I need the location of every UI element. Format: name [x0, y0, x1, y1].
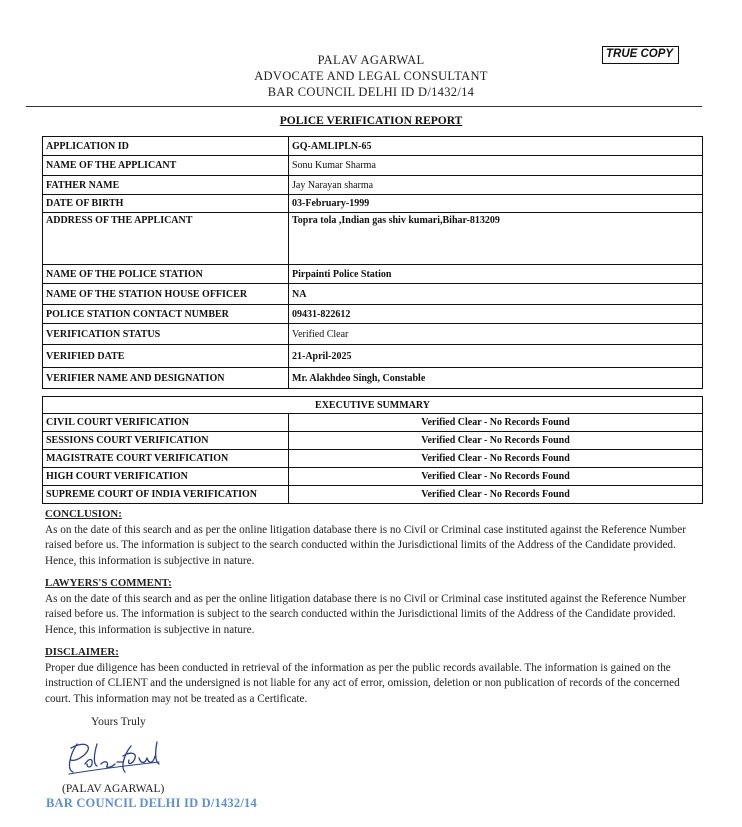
row-label: DATE OF BIRTH: [43, 195, 289, 213]
court-result: Verified Clear - No Records Found: [289, 432, 703, 450]
court-label: CIVIL COURT VERIFICATION: [43, 414, 289, 432]
table-row: [43, 486, 703, 504]
lawyers-comment-section: [45, 576, 697, 638]
court-result: Verified Clear - No Records Found: [289, 468, 703, 486]
conclusion-text: As on the date of this search and as per the online litigation database there is no Civil or Criminal case instituted against the Reference Number raised before us. The information is subject to the search conducted within the Jurisdictional limits of the Address of the Candidate provided. Hence, this information is subjective in nature.: [45, 523, 686, 567]
row-value: Sonu Kumar Sharma: [289, 156, 703, 176]
table-row: [43, 213, 703, 265]
court-result: Verified Clear - No Records Found: [289, 486, 703, 504]
table-row: [43, 195, 703, 213]
row-value: Verified Clear: [289, 324, 703, 345]
row-value: Mr. Alakhdeo Singh, Constable: [289, 368, 703, 389]
table-row: [43, 368, 703, 389]
applicant-info-table: [42, 136, 703, 389]
signatory-bar-id: BAR COUNCIL DELHI ID D/1432/14: [46, 796, 257, 810]
report-title: POLICE VERIFICATION REPORT: [279, 115, 463, 127]
lawyers-comment-text: As on the date of this search and as per the online litigation database there is no Civil or Criminal case instituted against the Reference Number raised before us. The information is subject to the search conducted within the Jurisdictional limits of the Address of the Candidate provided. Hence, this information is subjective in nature.: [45, 592, 686, 636]
disclaimer-section: [45, 645, 697, 707]
table-row: [43, 450, 703, 468]
court-result: Verified Clear - No Records Found: [289, 450, 703, 468]
advocate-bar-id: BAR COUNCIL DELHI ID D/1432/14: [267, 85, 475, 99]
table-row: [43, 176, 703, 195]
table-row: [43, 324, 703, 345]
row-value: Topra tola ,Indian gas shiv kumari,Bihar-813209: [289, 213, 703, 265]
row-label: VERIFIER NAME AND DESIGNATION: [43, 368, 289, 389]
row-value: 09431-822612: [289, 305, 703, 324]
advocate-name: PALAV AGARWAL: [317, 53, 425, 67]
table-row: [43, 265, 703, 284]
summary-heading-row: [43, 397, 703, 414]
true-copy-stamp: TRUE COPY: [602, 46, 679, 64]
table-row: [43, 284, 703, 305]
table-row: [43, 468, 703, 486]
table-row: [43, 305, 703, 324]
handwritten-signature-icon: [63, 736, 163, 778]
row-value: Pirpainti Police Station: [289, 265, 703, 284]
row-label: NAME OF THE APPLICANT: [43, 156, 289, 176]
table-row: [43, 432, 703, 450]
table-row: [43, 156, 703, 176]
row-value: GQ-AMLIPLN-65: [289, 137, 703, 156]
row-label: POLICE STATION CONTACT NUMBER: [43, 305, 289, 324]
row-label: FATHER NAME: [43, 176, 289, 195]
conclusion-title: CONCLUSION:: [45, 508, 122, 520]
summary-heading: EXECUTIVE SUMMARY: [43, 397, 703, 414]
row-label: APPLICATION ID: [43, 137, 289, 156]
row-label: ADDRESS OF THE APPLICANT: [43, 213, 289, 265]
disclaimer-title: DISCLAIMER:: [45, 646, 119, 658]
table-row: [43, 137, 703, 156]
court-result: Verified Clear - No Records Found: [289, 414, 703, 432]
header-divider: [26, 106, 702, 107]
row-value: NA: [289, 284, 703, 305]
court-label: SESSIONS COURT VERIFICATION: [43, 432, 289, 450]
table-row: [43, 414, 703, 432]
executive-summary-table: [42, 396, 703, 504]
row-label: NAME OF THE POLICE STATION: [43, 265, 289, 284]
row-label: NAME OF THE STATION HOUSE OFFICER: [43, 284, 289, 305]
court-label: SUPREME COURT OF INDIA VERIFICATION: [43, 486, 289, 504]
conclusion-section: [45, 507, 697, 569]
advocate-designation: ADVOCATE AND LEGAL CONSULTANT: [254, 69, 488, 83]
row-value: 03-February-1999: [289, 195, 703, 213]
court-label: MAGISTRATE COURT VERIFICATION: [43, 450, 289, 468]
signatory-name: (PALAV AGARWAL): [62, 783, 165, 795]
closing-salutation: Yours Truly: [91, 716, 146, 728]
disclaimer-text: Proper due diligence has been conducted in retrieval of the information as per the public records available. The information is gained on the instruction of CLIENT and the undersigned is not liable for any act of error, omission, deletion or non publication of records of the concerned court. This information may not be treated as a Certificate.: [45, 661, 680, 705]
table-row: [43, 345, 703, 368]
row-label: VERIFIED DATE: [43, 345, 289, 368]
row-label: VERIFICATION STATUS: [43, 324, 289, 345]
row-value: 21-April-2025: [289, 345, 703, 368]
court-label: HIGH COURT VERIFICATION: [43, 468, 289, 486]
lawyers-comment-title: LAWYERS'S COMMENT:: [45, 577, 172, 589]
row-value: Jay Narayan sharma: [289, 176, 703, 195]
